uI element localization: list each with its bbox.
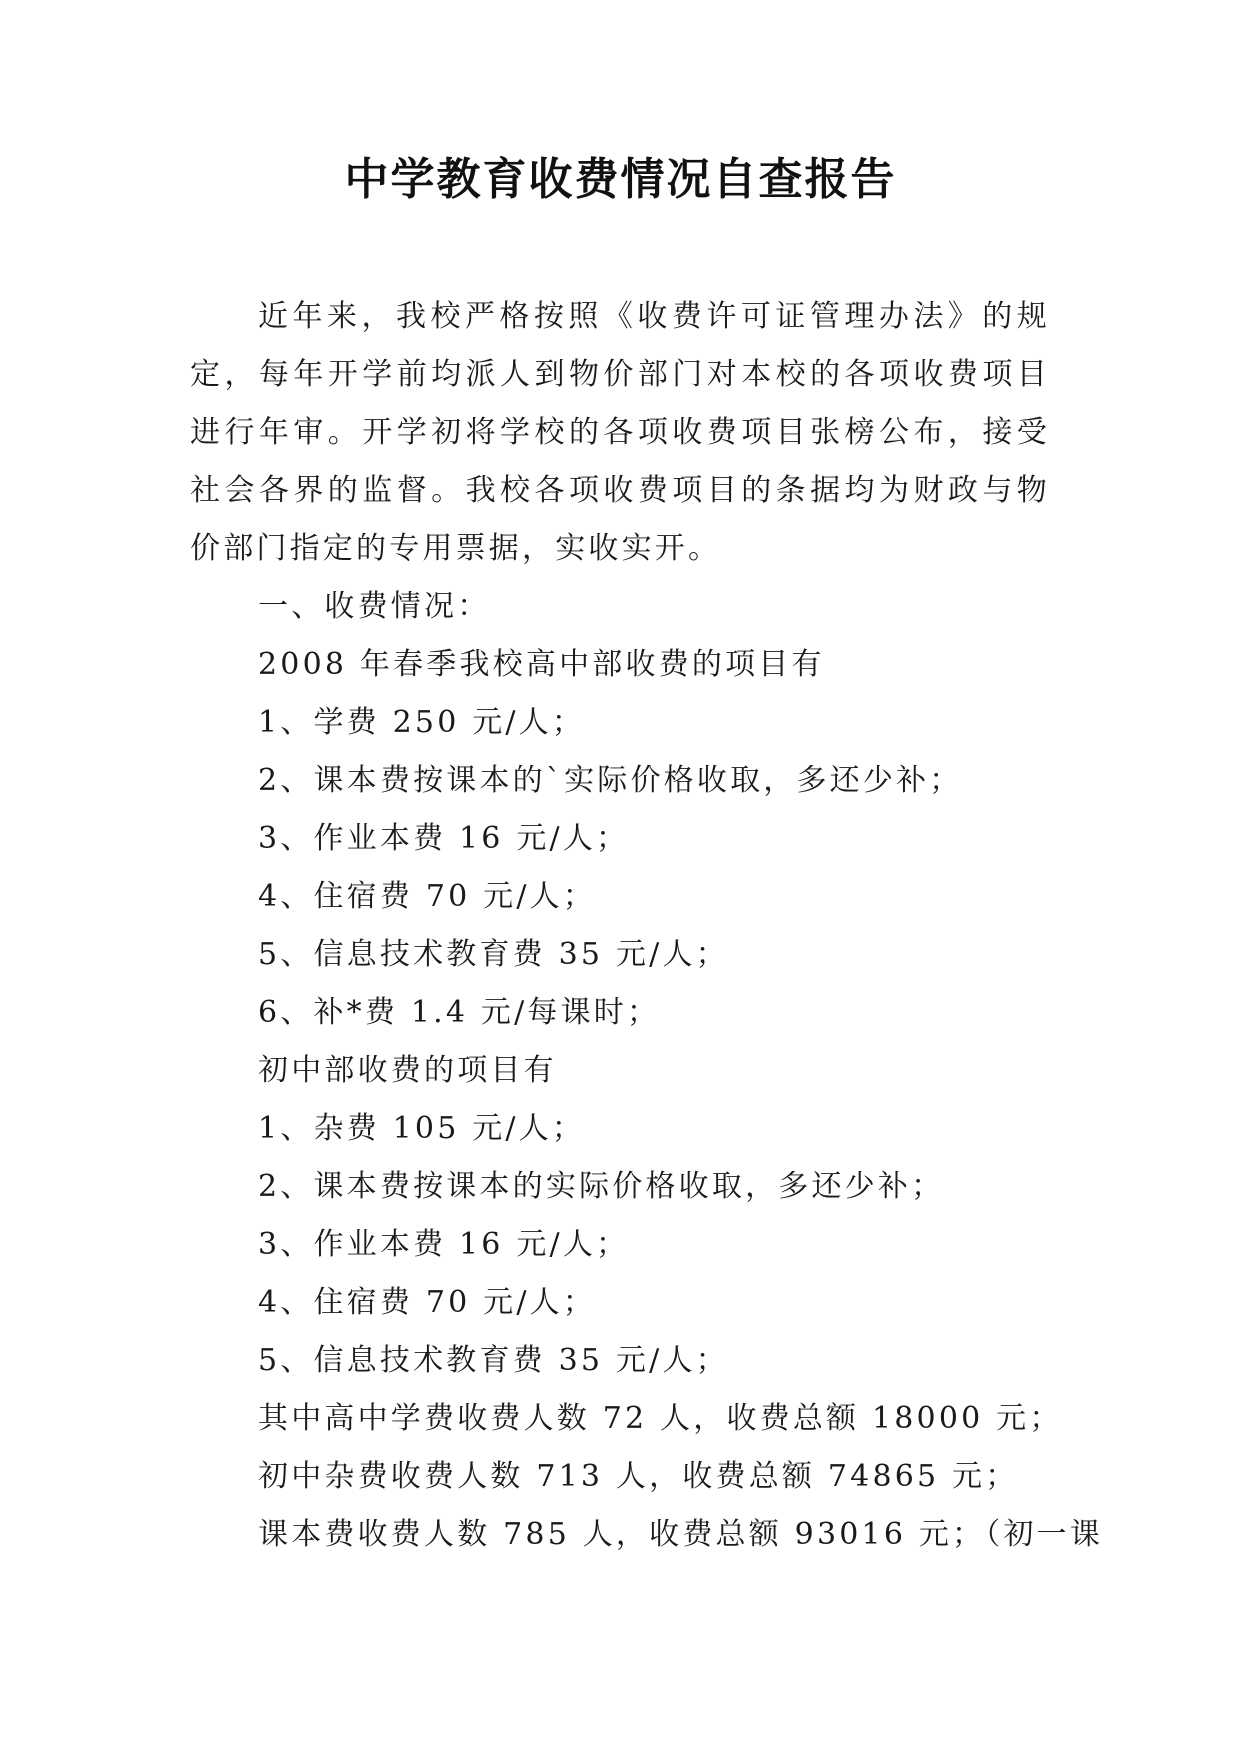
high-school-item: 4、住宿费 70 元/人； [258,879,597,914]
document-title: 中学教育收费情况自查报告 [344,154,897,205]
high-school-heading: 2008 年春季我校高中部收费的项目有 [258,647,825,682]
middle-school-item: 4、住宿费 70 元/人； [258,1285,597,1320]
section-heading: 一、收费情况： [258,589,491,624]
middle-school-item: 1、杂费 105 元/人； [258,1111,586,1146]
fee-total-line: 其中高中学费收费人数 72 人，收费总额 18000 元； [258,1401,1063,1436]
middle-school-item: 3、作业本费 16 元/人； [258,1227,630,1262]
high-school-item: 2、课本费按课本的`实际价格收取，多还少补； [258,763,963,798]
middle-school-heading: 初中部收费的项目有 [258,1053,557,1088]
high-school-item: 1、学费 250 元/人； [258,705,586,740]
fee-total-line: 初中杂费收费人数 713 人，收费总额 74865 元； [258,1459,1019,1494]
high-school-item: 6、补*费 1.4 元/每课时； [258,995,661,1030]
middle-school-item: 2、课本费按课本的实际价格收取，多还少补； [258,1169,945,1204]
document-body [190,288,1104,1564]
high-school-item: 3、作业本费 16 元/人； [258,821,630,856]
fee-total-line: 课本费收费人数 785 人，收费总额 93016 元；（初一课 [258,1517,1104,1552]
middle-school-item: 5、信息技术教育费 35 元/人； [258,1343,729,1378]
high-school-item: 5、信息技术教育费 35 元/人； [258,937,729,972]
intro-paragraph: 近年来，我校严格按照《收费许可证管理办法》的规定，每年开学前均派人到物价部门对本校的各项收费项目进行年审。开学初将学校的各项收费项目张榜公布，接受社会各界的监督。我校各项收费项目的条据均为财政与物价部门指定的专用票据，实收实开。 [190,299,1050,566]
